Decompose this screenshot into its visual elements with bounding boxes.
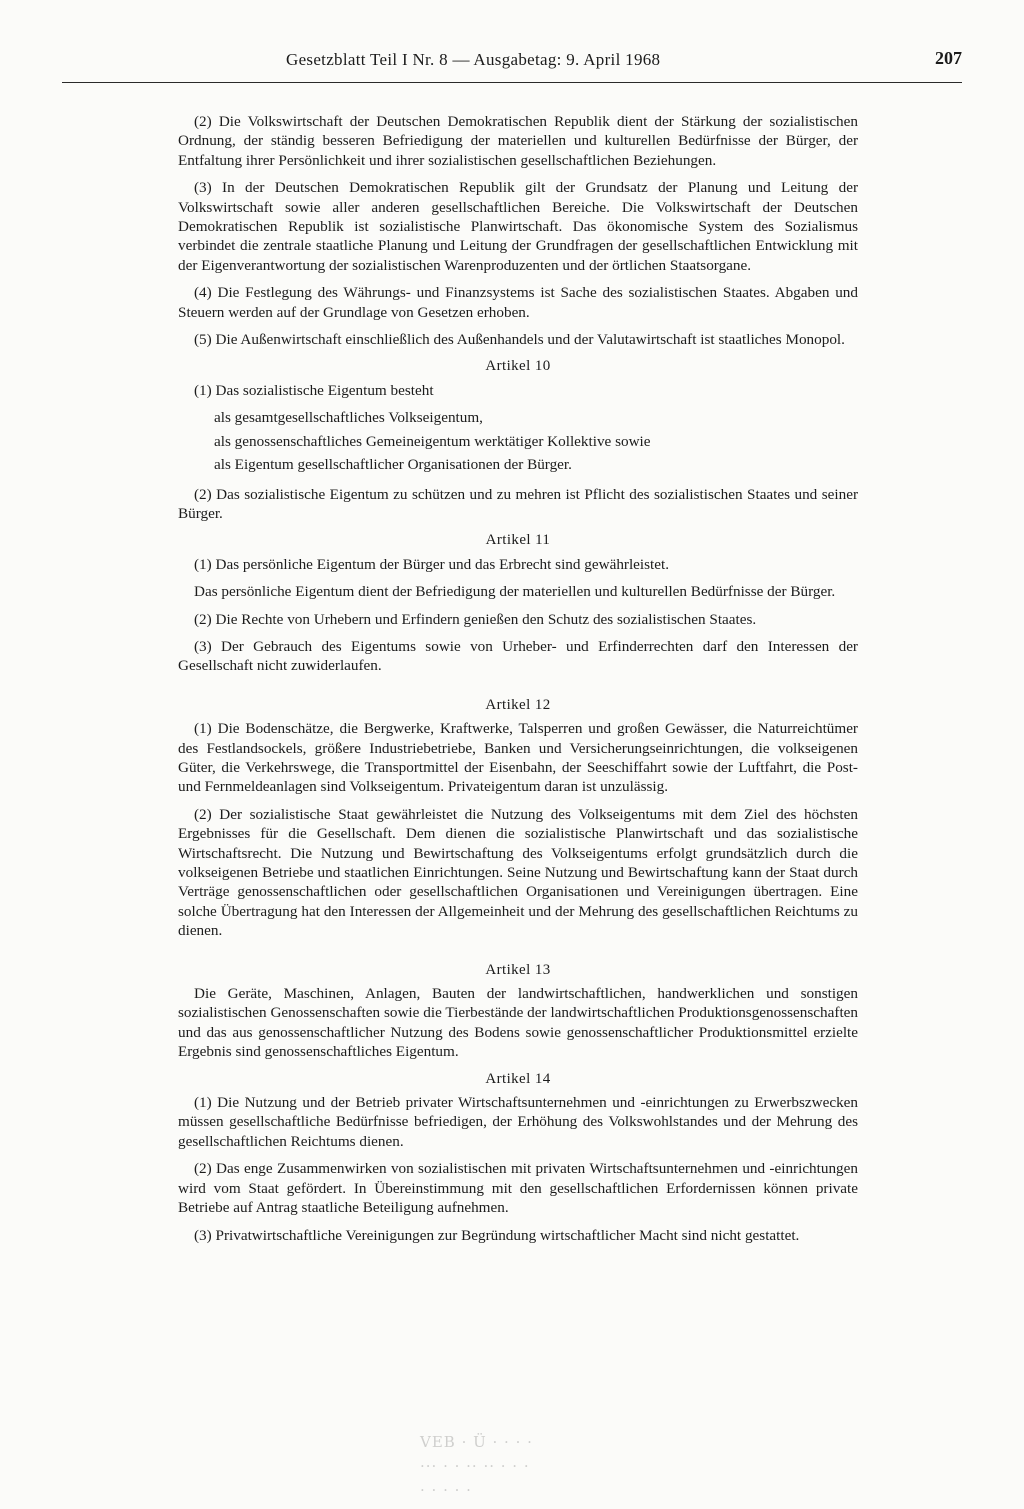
header-rule bbox=[62, 82, 962, 83]
list-item: als gesamtgesellschaftliches Volkseigentum, bbox=[214, 409, 483, 427]
library-stamp: VEB · Ü · · · · ··· · · ·· ·· · · · · · · · · bbox=[420, 1433, 533, 1499]
article-heading: Artikel 13 bbox=[485, 961, 551, 978]
paragraph: (2) Die Volkswirtschaft der Deutschen Demokratischen Republik dient der Stärkung der sozialistischen Ordnung, der ständig besseren Befriedigung der materiellen und kulturellen Bedürfnisse der Bürger, der Entfaltung ihrer Persönlichkeit und ihrer sozialistischen gesellschaftlichen Beziehungen. bbox=[178, 113, 858, 169]
paragraph: (1) Das persönliche Eigentum der Bürger und das Erbrecht sind gewährleistet. bbox=[194, 555, 670, 573]
paragraph: (2) Das sozialistische Eigentum zu schützen und zu mehren ist Pflicht des sozialistischen Staates und seiner Bürger. bbox=[178, 485, 858, 522]
page-number: 207 bbox=[935, 48, 962, 68]
paragraph: (2) Die Rechte von Urhebern und Erfindern genießen den Schutz des sozialistischen Staates. bbox=[194, 610, 757, 628]
document-body bbox=[178, 112, 858, 1253]
list-item: als genossenschaftliches Gemeineigentum werktätiger Kollektive sowie bbox=[214, 432, 651, 450]
list-item: als Eigentum gesellschaftlicher Organisationen der Bürger. bbox=[214, 456, 572, 474]
paragraph: (5) Die Außenwirtschaft einschließlich des Außenhandels und der Valutawirtschaft ist staatliches Monopol. bbox=[194, 331, 845, 349]
paragraph: (3) In der Deutschen Demokratischen Republik gilt der Grundsatz der Planung und Leitung der Volkswirtschaft sowie aller anderen gesellschaftlichen Bereiche. Die Volkswirtschaft der Deutschen Demokratischen Republik ist sozialistische Planwirtschaft. Das ökonomische System des Sozialismus verbindet die zentrale staatliche Planung und Leitung der Grundfragen der gesellschaftlichen Entwicklung mit der Eigenverantwortung der sozialistischen Warenproduzenten und der örtlichen Staatsorgane. bbox=[178, 179, 858, 274]
article-heading: Artikel 11 bbox=[485, 532, 551, 549]
article-heading: Artikel 10 bbox=[485, 358, 551, 375]
paragraph: Das persönliche Eigentum dient der Befriedigung der materiellen und kulturellen Bedürfnisse der Bürger. bbox=[194, 583, 836, 601]
ownership-list bbox=[214, 408, 858, 474]
article-heading: Artikel 12 bbox=[485, 696, 551, 713]
paragraph: (3) Der Gebrauch des Eigentums sowie von Urheber- und Erfinderrechten darf den Interessen der Gesellschaft nicht zuwiderlaufen. bbox=[178, 637, 858, 675]
running-head: Gesetzblatt Teil I Nr. 8 — Ausgabetag: 9. April 1968 bbox=[286, 50, 661, 69]
paragraph: (1) Das sozialistische Eigentum besteht bbox=[194, 381, 434, 399]
paragraph: Die Geräte, Maschinen, Anlagen, Bauten der landwirtschaftlichen, handwerklichen und sonstigen sozialistischen Genossenschaften sowie die Tierbestände der landwirtschaftlichen Produktionsgenossenschaften und das aus genossenschaftlicher Nutzung des Bodens sowie genossenschaftlicher Produktionsmittel erzielte Ergebnis sind genossenschaftliches Eigentum. bbox=[178, 985, 858, 1061]
page-header bbox=[62, 48, 962, 88]
paragraph: (2) Der sozialistische Staat gewährleistet die Nutzung des Volkseigentums mit dem Ziel des höchsten Ergebnisses für die Gesellschaft. Dem dienen die sozialistische Planwirtschaft und das sozialistische Wirtschaftsrecht. Die Nutzung und Bewirtschaftung des Volkseigentums erfolgt grundsätzlich durch die volkseigenen Betriebe und staatlichen Einrichtungen. Seine Nutzung und Bewirtschaftung kann der Staat durch Verträge genossenschaftlichen oder gesellschaftlichen Organisationen und Vereinigungen übertragen. Eine solche Übertragung hat den Interessen der Allgemeinheit und der Mehrung des gesellschaftlichen Reichtums zu dienen. bbox=[178, 805, 858, 940]
paragraph: (2) Das enge Zusammenwirken von sozialistischen mit privaten Wirtschaftsunternehmen und -einrichtungen wird vom Staat gefördert. In Übereinstimmung mit den gesellschaftlichen Erfordernissen können private Betriebe auf Antrag staatliche Beteiligung aufnehmen. bbox=[178, 1160, 858, 1217]
paragraph: (1) Die Nutzung und der Betrieb privater Wirtschaftsunternehmen und -einrichtungen zu Erwerbszwecken müssen gesellschaftliche Bedürfnisse befriedigen, der Erhöhung des Volkswohlstandes und der Mehrung des gesellschaftlichen Reichtums dienen. bbox=[178, 1094, 858, 1150]
paragraph: (4) Die Festlegung des Währungs- und Finanzsystems ist Sache des sozialistischen Staates. Abgaben und Steuern werden auf der Grundlage von Gesetzen erhoben. bbox=[178, 284, 858, 321]
paragraph: (1) Die Bodenschätze, die Bergwerke, Kraftwerke, Talsperren und großen Gewässer, die Naturreichtümer des Festlandsockels, größere Industriebetriebe, Banken und Versicherungseinrichtungen, die volkseigenen Güter, die Verkehrswege, die Transportmittel der Eisenbahn, der Seeschiffahrt sowie der Luftfahrt, die Post- und Fernmeldeanlagen sind Volkseigentum. Privateigentum daran ist unzulässig. bbox=[178, 720, 858, 796]
article-heading: Artikel 14 bbox=[485, 1070, 551, 1087]
paragraph: (3) Privatwirtschaftliche Vereinigungen zur Begründung wirtschaftlicher Macht sind nicht gestattet. bbox=[194, 1226, 800, 1244]
